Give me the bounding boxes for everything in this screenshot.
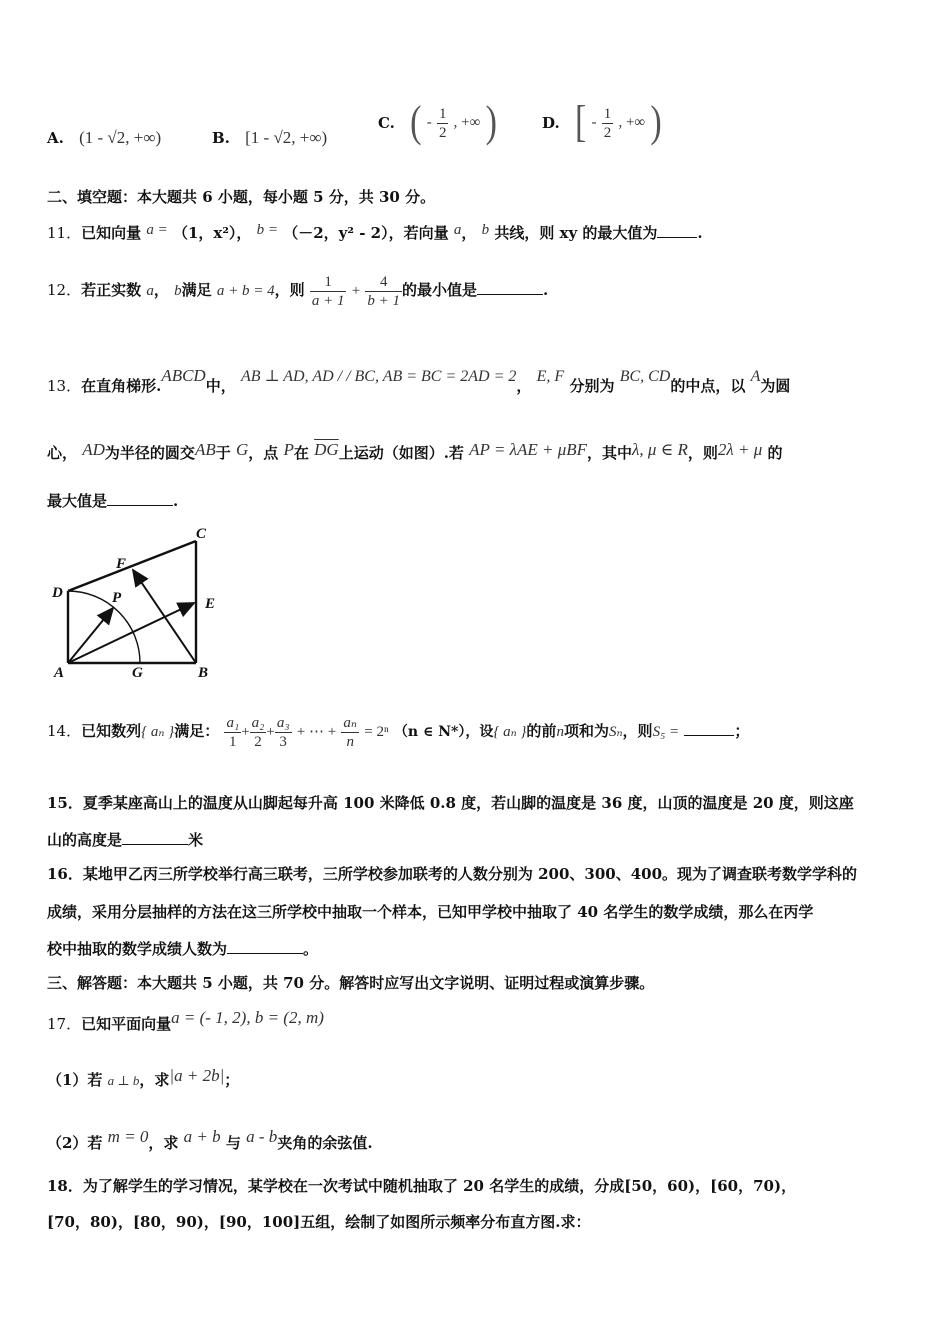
q14-plus-1: + [241, 724, 250, 740]
q13-text-16: 最大值是 [47, 492, 108, 510]
q12-text-4: ，则 [274, 281, 305, 299]
option-c [378, 98, 497, 147]
q14-f4-den: n [346, 733, 354, 750]
option-d-fraction [602, 105, 614, 142]
q14-f4-num: aₙ [343, 714, 358, 731]
q12-plus: + [351, 283, 361, 299]
q13-text-12: 上运动（如图）.若 [338, 444, 464, 462]
q13-math-6: AD [82, 440, 105, 459]
option-d-den: 2 [603, 124, 612, 141]
section-3-heading: 三、解答题：本大题共 5 小题，共 70 分。解答时应写出文字说明、证明过程或演算步骤。 [47, 974, 655, 992]
question-15-line-1: 15．夏季某座高山上的温度从山脚起每升高 100 米降低 0.8 度，若山脚的温度是 36 度，山顶的温度是 20 度，则这座 [47, 794, 854, 812]
question-11 [47, 220, 703, 243]
q13-text-4: 分别为 [569, 377, 615, 395]
q11-number: 11． [47, 224, 82, 242]
q15-text-a: 山的高度是 [47, 831, 123, 849]
q16-text-b: 。 [303, 940, 319, 958]
q12-fraction-2 [365, 273, 402, 310]
q14-f2-den: 2 [254, 733, 262, 750]
q12-math-1: a [146, 283, 154, 299]
q17-p1-math-2: |a + 2b| [169, 1066, 225, 1085]
q13-text-14: ，则 [687, 444, 718, 462]
q13-text-8: 为半径的圆交 [104, 444, 195, 462]
q16-answer-blank[interactable] [227, 939, 303, 954]
q15-text-b: 米 [188, 831, 204, 849]
q14-math-3: n [556, 724, 564, 740]
q14-f1-den: 1 [229, 733, 237, 750]
q11-text-4: ， [461, 224, 477, 242]
q14-text-5: 项和为 [563, 722, 609, 740]
q17-p2-text-d: 夹角的余弦值. [277, 1134, 373, 1152]
option-b-math: [1 - √2, +∞) [245, 128, 328, 147]
question-16-line-2: 成绩，采用分层抽样的方法在这三所学校中抽取一个样本，已知甲学校中抽取了 40 名学生的数学成绩，那么在丙学 [47, 903, 814, 921]
q14-fraction-2 [250, 714, 267, 751]
label-D: D [52, 585, 63, 601]
option-b [212, 128, 327, 148]
q13-text-15: 的 [767, 444, 783, 462]
q14-math-1: { aₙ } [141, 724, 175, 740]
question-18-line-1: 18．为了解学生的学习情况，某学校在一次考试中随机抽取了 20 名学生的成绩，分成[50，60)，[60，70)， [47, 1177, 797, 1195]
q17-p1-text-b: ，求 [139, 1071, 170, 1089]
q13-text-3: ， [516, 377, 532, 395]
q14-rhs: = 2ⁿ [364, 724, 389, 740]
q17-p1-math: a ⊥ b [107, 1073, 140, 1088]
q13-math-13: 2λ + μ [717, 440, 763, 459]
option-c-num: 1 [438, 105, 447, 122]
q17-p2-text-b: ，求 [148, 1134, 179, 1152]
vector-AP [68, 608, 113, 663]
q12-answer-blank[interactable] [477, 280, 543, 295]
question-13-line-3 [47, 491, 178, 511]
question-14 [47, 708, 749, 755]
q16-text-a: 校中抽取的数学成绩人数为 [47, 940, 228, 958]
question-15-line-2 [47, 830, 203, 850]
q12-math-2: b [174, 283, 182, 299]
q14-f3-num: a₃ [276, 714, 290, 731]
q12-text-6: . [543, 281, 549, 299]
q14-number: 14． [47, 722, 82, 740]
q12-f1-den: a + 1 [311, 292, 345, 309]
q17-p2-math-3: a - b [246, 1127, 278, 1146]
option-c-minus: - [426, 114, 432, 131]
q11-math-2: b = [256, 222, 279, 238]
question-17 [47, 1008, 324, 1034]
q12-f1-num: 1 [310, 273, 347, 292]
label-C: C [196, 526, 207, 542]
q14-text-3: （n ∈ N*），设 [393, 724, 494, 740]
q13-text-10: ，点 [248, 444, 279, 462]
q11-text-2: （1，x²）， [172, 224, 252, 242]
q14-text-1: 已知数列 [81, 722, 142, 740]
option-c-right-paren: ) [485, 98, 497, 147]
label-A: A [54, 665, 65, 681]
q13-math-10: $\overline{DG}$ [314, 440, 339, 459]
option-b-label: B. [212, 129, 230, 147]
option-c-fraction [437, 105, 449, 142]
option-a-math: (1 - √2, +∞) [79, 128, 162, 147]
option-a [47, 128, 161, 148]
q11-text-5: 共线，则 xy 的最大值为 [494, 224, 658, 242]
q13-text-7: 心， [47, 444, 78, 462]
option-c-den: 2 [438, 124, 447, 141]
q12-text-3: 满足 [181, 281, 212, 299]
q14-plus-2: + [266, 724, 275, 740]
q13-text-13: ，其中 [587, 444, 633, 462]
q13-number: 13． [47, 377, 82, 395]
q17-text-1: 已知平面向量 [81, 1015, 172, 1033]
question-12 [47, 270, 548, 311]
option-d-minus: - [591, 114, 597, 131]
q14-text-6: ，则 [622, 722, 653, 740]
q12-text-2: ， [153, 281, 169, 299]
q14-fraction-4 [341, 714, 359, 751]
q12-fraction-1 [310, 273, 347, 310]
q15-answer-blank[interactable] [122, 830, 188, 845]
question-18-line-2: [70，80)，[80，90)，[90，100]五组，绘制了如图所示频率分布直方图.求： [47, 1213, 591, 1231]
q13-math-3: E, F [536, 368, 565, 385]
option-d-post: , +∞ [618, 114, 646, 131]
q13-text-17: . [173, 492, 179, 510]
q14-math-4: Sₙ [608, 724, 623, 740]
option-d-num: 1 [603, 105, 612, 122]
q13-math-2: AB ⊥ AD, AD / / BC, AB = BC = 2AD = 2 [240, 368, 517, 385]
option-d-right-paren: ) [650, 98, 662, 147]
label-B: B [198, 665, 209, 681]
q13-text-6: 为圆 [760, 377, 791, 395]
q11-math-3: a [453, 222, 462, 238]
q13-math-12: λ, μ ∈ R [632, 440, 688, 459]
arc-DG [68, 591, 140, 663]
q13-answer-blank[interactable] [107, 491, 173, 506]
label-G: G [132, 665, 143, 681]
q11-math-4: b [481, 222, 490, 238]
question-17-part-1 [47, 1066, 239, 1091]
q11-text-6: . [697, 224, 703, 242]
option-a-label: A. [47, 129, 64, 147]
q14-text-2: 满足： [174, 722, 220, 740]
q13-math-4: BC, CD [619, 368, 671, 385]
q17-p1-text-c: ； [224, 1071, 240, 1089]
q13-math-5: A [750, 368, 761, 385]
q13-text-11: 在 [293, 444, 309, 462]
q12-f2-num: 4 [365, 273, 402, 292]
q12-f2-den: b + 1 [367, 292, 401, 309]
option-c-left-paren: ( [410, 98, 422, 147]
q13-math-8: G [235, 440, 249, 459]
q14-fraction-3 [275, 714, 292, 751]
q14-dots: + ⋯ + [296, 724, 337, 740]
q14-answer-blank[interactable] [684, 721, 734, 736]
q17-p2-text-c: 与 [225, 1134, 241, 1152]
q17-p1-text-a: （1）若 [47, 1071, 103, 1089]
q17-p2-math: m = 0 [107, 1127, 149, 1146]
q12-text-1: 若正实数 [81, 281, 142, 299]
q12-math-3: a + b = 4 [216, 283, 275, 299]
q14-text-4: 的前 [526, 722, 557, 740]
q13-math-11: AP = λAE + μBF [469, 440, 588, 459]
q14-f2-num: a₂ [251, 714, 265, 731]
q11-text-3: （－2，y² - 2），若向量 [283, 224, 449, 242]
question-13-line-2 [47, 440, 783, 463]
q17-math-1: a = (- 1, 2), b = (2, m) [171, 1008, 324, 1027]
vector-BF [133, 570, 196, 663]
question-13-line-1 [47, 366, 790, 396]
q11-math-1: a = [146, 222, 168, 238]
label-P: P [112, 590, 122, 606]
label-E: E [205, 596, 216, 612]
q17-p2-math-2: a + b [183, 1127, 221, 1146]
q12-text-5: 的最小值是 [402, 281, 478, 299]
q12-number: 12． [47, 281, 82, 299]
q11-text-1: 已知向量 [81, 224, 142, 242]
q17-p2-text-a: （2）若 [47, 1134, 103, 1152]
q13-text-5: 的中点，以 [670, 377, 746, 395]
q14-math-2: { aₙ } [493, 724, 527, 740]
q14-text-7: ； [734, 722, 750, 740]
q11-answer-blank[interactable] [657, 223, 697, 238]
q13-text-9: 于 [215, 444, 231, 462]
q14-math-5: S₅ = [652, 724, 680, 740]
option-c-label: C. [378, 114, 395, 132]
q13-math-9: P [283, 440, 294, 459]
q13-text-1: 在直角梯形. [81, 377, 162, 395]
option-c-post: , +∞ [453, 114, 481, 131]
segment-DC [68, 541, 196, 591]
section-2-heading: 二、填空题：本大题共 6 小题，每小题 5 分，共 30 分。 [47, 188, 436, 206]
question-16-line-3 [47, 939, 318, 959]
q14-f1-num: a₁ [226, 714, 240, 731]
trapezoid-figure [48, 520, 228, 685]
option-d [542, 98, 662, 147]
q13-text-2: 中， [205, 377, 236, 395]
q14-f3-den: 3 [279, 733, 287, 750]
label-F: F [116, 556, 127, 572]
option-d-left-bracket: [ [574, 98, 587, 147]
option-d-label: D. [542, 114, 560, 132]
question-17-part-2 [47, 1127, 373, 1153]
q14-fraction-1 [224, 714, 241, 751]
question-16-line-1: 16．某地甲乙丙三所学校举行高三联考，三所学校参加联考的人数分别为 200、300、400。现为了调查联考数学学科的 [47, 865, 858, 883]
q13-math-7: AB [194, 440, 216, 459]
q13-math-1: ABCD [161, 366, 206, 385]
q17-number: 17． [47, 1015, 82, 1033]
